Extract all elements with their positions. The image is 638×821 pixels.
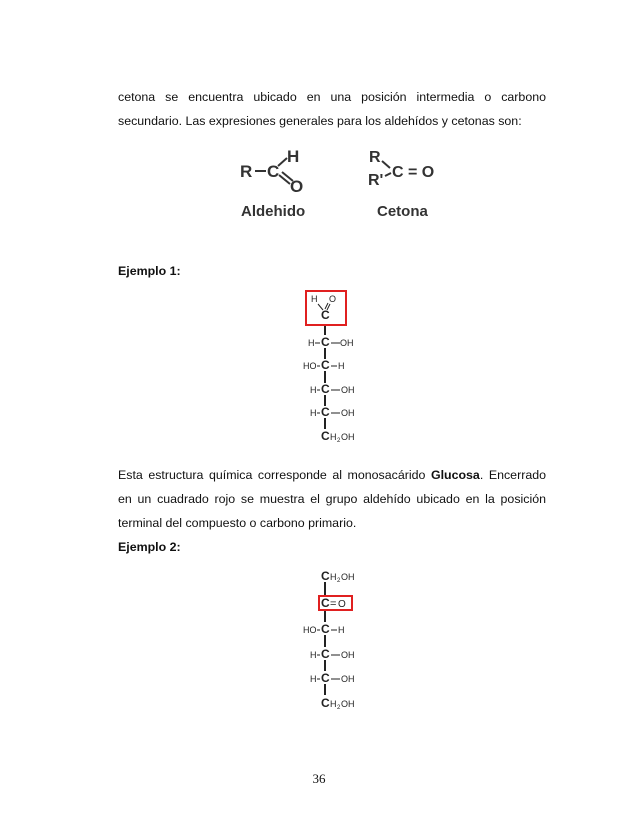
- ketone-co: C = O: [392, 164, 435, 181]
- glucose-row4-right: OH: [341, 385, 355, 395]
- fructose-row5-c: C: [321, 671, 330, 685]
- fructose-top-sub: 2: [337, 578, 341, 584]
- aldehyde-h: H: [287, 147, 300, 166]
- glucose-top-h: H: [311, 294, 318, 304]
- fructose-bottom-c: C: [321, 696, 330, 710]
- glucose-top-o: O: [329, 294, 337, 304]
- glucose-bottom-c: C: [321, 429, 330, 443]
- glucose-c1: C: [321, 308, 330, 322]
- ketone-r: R: [369, 149, 381, 166]
- fructose-row5-right: OH: [341, 674, 355, 684]
- fructose-row3-c: C: [321, 622, 330, 636]
- example-1-heading: Ejemplo 1:: [118, 264, 181, 278]
- example-2-heading: Ejemplo 2:: [118, 540, 181, 554]
- fructose-row3-left: HO: [303, 625, 317, 635]
- glucose-row4-left: H: [310, 385, 317, 395]
- glucose-row5-left: H: [310, 408, 317, 418]
- fructose-row3-right: H: [338, 625, 345, 635]
- glucose-row3-right: H: [338, 361, 345, 371]
- fructose-top-oh: OH: [341, 572, 355, 582]
- fructose-top-h: H: [330, 572, 337, 582]
- fructose-row4-right: OH: [341, 650, 355, 660]
- fructose-bottom-h: H: [330, 699, 337, 709]
- ketone-r-prime: R': [368, 172, 384, 189]
- aldehyde-r: R: [240, 162, 253, 181]
- glucose-row2-c: C: [321, 335, 330, 349]
- paragraph-2-line-1: [118, 467, 546, 483]
- aldehyde-o: O: [290, 177, 304, 196]
- glucose-bottom-sub: 2: [337, 438, 341, 444]
- glucose-bottom-oh: OH: [341, 432, 355, 442]
- ketone-caption: Cetona: [377, 203, 428, 220]
- fructose-row5-left: H: [310, 674, 317, 684]
- fructose-top-c: C: [321, 569, 330, 583]
- glucose-row2-left: H: [308, 338, 315, 348]
- paragraph-2-line-1-post: . Encerrado: [479, 468, 547, 482]
- fructose-ketone-o: O: [338, 599, 346, 610]
- paragraph-1-line-2: secundario. Las expresiones generales para los aldehídos y cetonas son:: [118, 114, 522, 128]
- paragraph-2-line-1-pre: Esta estructura química corresponde al monosacárido: [118, 468, 431, 482]
- glucose-row4-c: C: [321, 382, 330, 396]
- fructose-row4-c: C: [321, 647, 330, 661]
- page-number: 36: [312, 771, 326, 786]
- glucose-row3-left: HO: [303, 361, 317, 371]
- aldehyde-formula: [238, 146, 328, 226]
- fructose-structure: [300, 565, 380, 715]
- glucose-bottom-h: H: [330, 432, 337, 442]
- glucose-row2-right: OH: [340, 338, 354, 348]
- fructose-bottom-sub: 2: [337, 705, 341, 711]
- paragraph-1-line-1: cetona se encuentra ubicado en una posición intermedia o carbono: [118, 90, 546, 104]
- glucose-structure: [300, 288, 380, 448]
- aldehyde-c: C: [267, 162, 280, 181]
- glucose-row5-right: OH: [341, 408, 355, 418]
- fructose-row4-left: H: [310, 650, 317, 660]
- paragraph-2-line-2: en un cuadrado rojo se muestra el grupo aldehído ubicado en la posición: [118, 492, 546, 506]
- fructose-ketone-eq: =: [330, 598, 337, 610]
- paragraph-2-line-3: terminal del compuesto o carbono primario.: [118, 516, 357, 530]
- glucose-row5-c: C: [321, 405, 330, 419]
- aldehyde-caption: Aldehido: [241, 203, 306, 220]
- ketone-formula: [368, 146, 458, 226]
- glucose-row3-c: C: [321, 358, 330, 372]
- fructose-bottom-oh: OH: [341, 699, 355, 709]
- fructose-ketone-c: C: [321, 596, 330, 610]
- glucose-term: Glucosa: [430, 468, 480, 482]
